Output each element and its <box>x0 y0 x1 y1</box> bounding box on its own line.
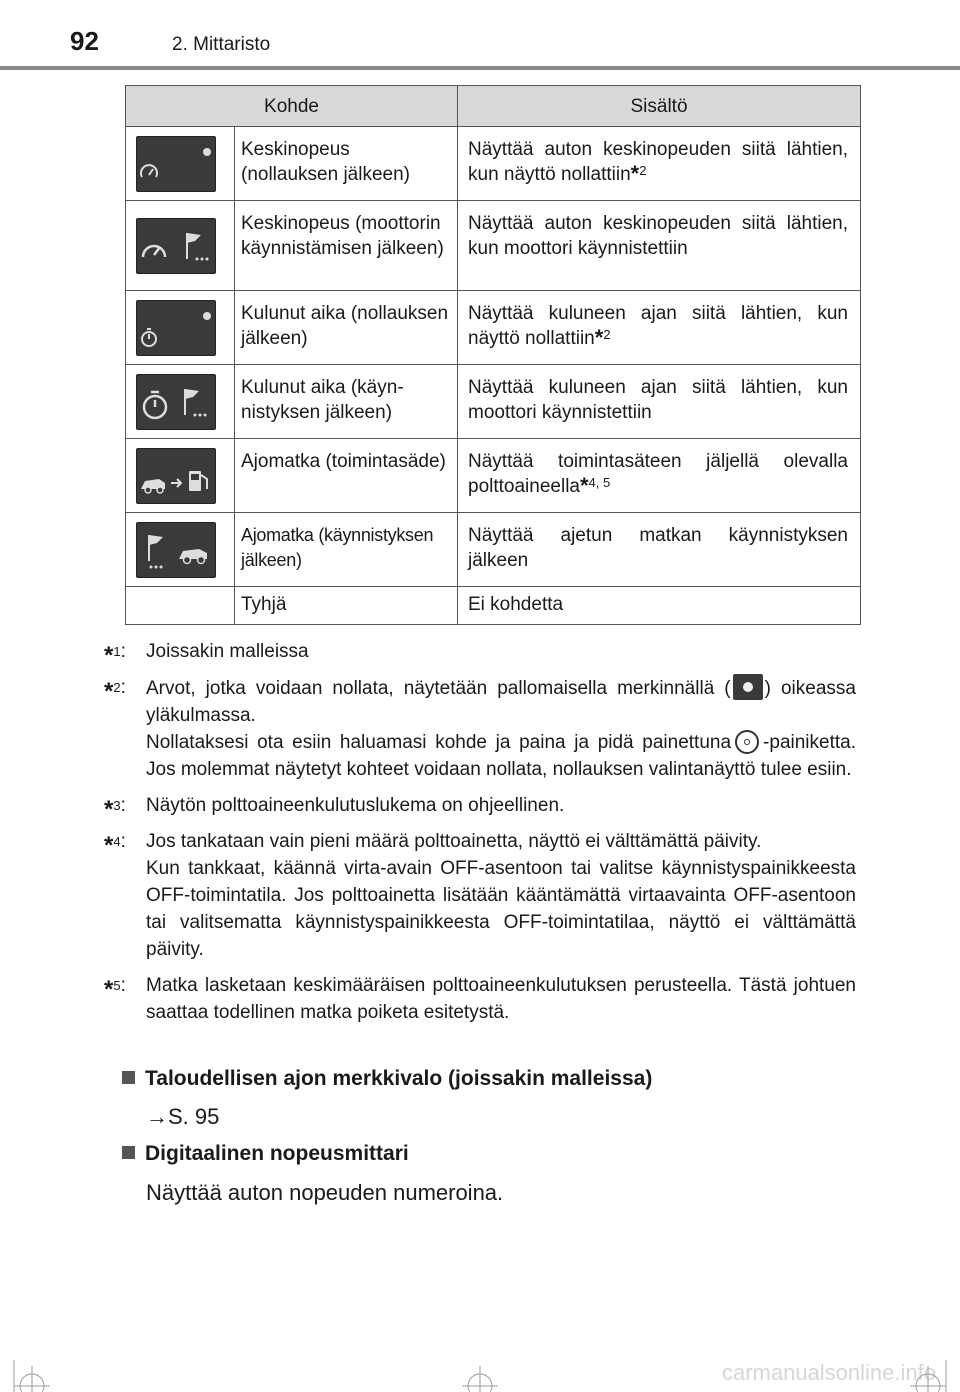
table-header-row <box>126 86 861 127</box>
table-cell-item: Tyhjä <box>235 587 458 625</box>
table-cell-content <box>458 127 861 201</box>
footnote-text-part: ) oikeassa yläkulmassa. <box>146 678 856 726</box>
column-header-content: Sisältö <box>458 86 861 127</box>
footnote-ref: *2 <box>630 161 647 186</box>
driving-range-icon <box>136 448 216 504</box>
icon-cell <box>126 201 235 291</box>
section-title: Digitaalinen nopeusmittari <box>145 1142 409 1165</box>
table-cell-content <box>458 513 861 587</box>
table-row <box>126 513 861 587</box>
content-text: Näyttää toimintasäteen jäljellä olevalla polttoaineella <box>468 451 848 497</box>
footnote-text: Jos tankataan vain pieni määrä polttoainetta, näyttö ei välttämättä päivity. <box>146 831 762 852</box>
footnote <box>104 674 856 783</box>
distance-after-start-icon <box>136 522 216 578</box>
footnote-text: Joissakin malleissa <box>146 641 309 662</box>
icon-cell <box>126 439 235 513</box>
footnote-text: Matka lasketaan keskimääräisen polttoaineenkulutuksen perusteella. Tästä johtuen saattaa todellinen matka poiketa esitetystä. <box>146 975 856 1023</box>
table-cell-item: Keskinopeus (nollauksen jälkeen) <box>235 127 458 201</box>
elapsed-time-reset-icon <box>136 300 216 356</box>
footnote-text-part: -painiketta. Jos molemmat näytetyt kohteet voidaan nollata, nollauksen valintanäyttö tulee esiin. <box>146 732 856 780</box>
square-bullet-icon <box>122 1071 135 1084</box>
content-text: Näyttää kuluneen ajan siitä lähtien, kun näyttö nollattiin <box>468 303 848 349</box>
section-heading <box>122 1142 409 1166</box>
page-number: 92 <box>70 26 99 56</box>
reset-dot-icon <box>733 674 763 700</box>
section-reference[interactable]: →S. 95 <box>146 1104 220 1129</box>
footnote-text: Näytön polttoaineenkulutuslukema on ohjeellinen. <box>146 795 565 816</box>
table-cell-item: Kulunut aika (nollauksen jälkeen) <box>235 291 458 365</box>
table-cell-item: Ajomatka (toimintasäde) <box>235 439 458 513</box>
footnote-text <box>146 729 856 783</box>
table-cell-item: Keskinopeus (moottorin käynnistämisen jälkeen) <box>235 201 458 291</box>
footnote-text-part: Arvot, jotka voidaan nollata, näytetään pallomaisella merkinnällä ( <box>146 678 731 699</box>
table-cell-item: Kulunut aika (käynnistyksen jälkeen) <box>235 365 458 439</box>
section-body: Näyttää auton nopeuden numeroina. <box>146 1180 504 1205</box>
footnote <box>104 828 856 963</box>
item-text: Ajomatka (käynnistyksen jälkeen) <box>241 525 434 570</box>
footnote-mark: *$^4$: <box>104 831 126 859</box>
footnote-mark: *$^2$: <box>104 677 126 705</box>
table-row <box>126 365 861 439</box>
footnote-mark: *$^5$: <box>104 975 126 1003</box>
content-text: Näyttää auton keskinopeuden siitä lähtien, kun moottori käynnistettiin <box>468 213 848 259</box>
icon-cell <box>126 291 235 365</box>
table-row <box>126 127 861 201</box>
table-row <box>126 201 861 291</box>
icon-cell <box>126 513 235 587</box>
table-cell-content <box>458 201 861 291</box>
square-bullet-icon <box>122 1146 135 1159</box>
table-cell-content: Ei kohdetta <box>458 587 861 625</box>
table-cell-content <box>458 365 861 439</box>
average-speed-reset-icon <box>136 136 216 192</box>
content-text: Näyttää auton keskinopeuden siitä lähtien, kun näyttö nollattiin <box>468 139 848 185</box>
footnote-ref: *2 <box>594 325 611 350</box>
section-title: Taloudellisen ajon merkkivalo (joissakin malleissa) <box>145 1067 653 1090</box>
control-button-icon <box>735 730 759 754</box>
table-cell-content <box>458 439 861 513</box>
table-row <box>126 439 861 513</box>
table-row <box>126 291 861 365</box>
footnotes <box>104 638 856 1035</box>
table-cell-content <box>458 291 861 365</box>
footnote <box>104 792 856 823</box>
content-text: Näyttää ajetun matkan käynnistyksen jälkeen <box>468 525 848 571</box>
footnote-text <box>146 674 856 729</box>
header-rule <box>0 66 960 70</box>
chapter-title: 2. Mittaristo <box>172 34 271 55</box>
table-row <box>126 587 861 625</box>
footnote-text: Kun tankkaat, käännä virta-avain OFF-asentoon tai valitse käynnistyspainikkeesta OFF-toimintatila. Jos polttoainetta lisätään kääntämättä virtaavainta OFF-asentoon tai valitsematta käynnistyspainikkeesta OFF-toimintatilaa, näyttö ei välttämättä päivity. <box>146 858 856 960</box>
footnote-ref-number: 4, 5 <box>588 475 611 490</box>
watermark: carmanualsonline.info <box>721 1360 936 1385</box>
footnote <box>104 972 856 1026</box>
footnote-ref-number: 2 <box>603 327 611 342</box>
trip-info-table <box>125 85 861 625</box>
icon-cell-empty <box>126 587 235 625</box>
footnote-ref: *4, 5 <box>579 473 611 498</box>
average-speed-start-icon <box>136 218 216 274</box>
footnote-mark: *$^1$: <box>104 641 126 669</box>
crop-marks <box>0 1360 960 1392</box>
section-heading <box>122 1067 652 1091</box>
icon-cell <box>126 127 235 201</box>
footnote <box>104 638 856 669</box>
footnote-text-part: Nollataksesi ota esiin haluamasi kohde ja paina ja pidä painettuna <box>146 732 732 753</box>
content-text: Näyttää kuluneen ajan siitä lähtien, kun moottori käynnistettiin <box>468 377 848 423</box>
column-header-item: Kohde <box>126 86 458 127</box>
icon-cell <box>126 365 235 439</box>
table-cell-item <box>235 513 458 587</box>
footnote-ref-number: 2 <box>639 163 647 178</box>
elapsed-time-start-icon <box>136 374 216 430</box>
footnote-mark: *$^3$: <box>104 795 126 823</box>
